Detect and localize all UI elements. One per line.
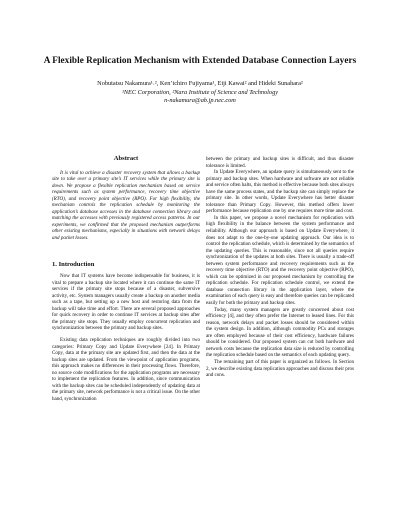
right-paragraph-3: Today, many system managers are greatly concerned about cost efficiency [4], and they often prefer the Internet to leased lines. For this reason, network delays and packet losses should be considered within the system design. In addition, although commodity PCs and storages are often employed because of their cost efficiency, hardware failures should be considered. Our proposed system can cut both hardware and network costs because the replication data size is reduced by controlling the replication schedule based on the semantics of each updating query. (206, 306, 354, 359)
author-block (0, 80, 400, 106)
left-column (52, 156, 200, 403)
right-paragraph-1: In Update Everywhere, an update query is simultaneously sent to the primary and backup sites. When hardware and software are not reliable and service often halts, this method is effective because both sites always have the same process states, and the backup site can simply replace the primary site. In other words, Update Everywhere has better disaster tolerance than Primary Copy. However, this method offers lower performance because replication one by one requires more time and cost. (206, 169, 354, 215)
right-paragraph-2: In this paper, we propose a novel mechanism for replication with high flexibility in the balance between the system performance and reliability. Although our approach is based on Update Everywhere, it does not adapt to the one-by-one updating approach. Our idea is to control the replication schedule, which is determined by the semantics of the updating queries. This is reasonable, since not all queries require synchronization of the updates at both sites. There is usually a trade-off between system performance and recovery requirements such as the recovery time objective (RTO) and the recovery point objective (RPO), which can be optimized in our proposed mechanism by controlling the replication schedule. For replication schedule control, we extend the database connection library in the application layer, where the examination of each query is easy and therefore queries can be replicated easily for both the primary and backup sites. (206, 214, 354, 307)
introduction-heading: 1. Introduction (52, 260, 95, 268)
paper-title: A Flexible Replication Mechanism with Extended Database Connection Layers (43, 55, 357, 65)
intro-paragraph-2: Existing data replication techniques are roughly divided into two categories: Primary Copy and Update Everywhere [24]. In Primary Copy, data at the primary site are updated first, and then the data at the backup sites are updated. From the viewpoint of application programs, this approach makes no differences in their processing flows. Therefore, no source code modifications for the application programs are necessary to implement the replication features. In addition, since communication with the backup sites can be scheduled independently of updating data at the primary site, network performance is not a critical issue. On the other hand, synchronization (52, 337, 200, 402)
intro-paragraph-1: Now that IT systems have become indispensable for business, it is vital to prepare a backup site located where it can continue the same IT services if the primary site stops because of a disaster, subversive activity, etc. System managers usually create a backup on another media such as a tape, but setting up a new host and restoring data from the backup will take time and effort. There are several proposed approaches for quick recovery in order to continue IT services at backup sites after the primary site stops. They usually employ concurrent replication and synchronization between the primary and backup sites. (52, 273, 200, 332)
author-list: Nobutatsu Nakamura¹˒², Ken’ichiro Fujiyama¹, Eiji Kawai² and Hideki Sunahara² (97, 80, 303, 87)
right-paragraph-0: between the primary and backup sites is difficult, and thus disaster tolerance is limited. (206, 156, 354, 169)
affiliations: ¹NEC Corporation, ²Nara Institute of Science and Technology (121, 88, 279, 96)
email-address: n-nakamura@ab.jp.nec.com (164, 97, 236, 104)
right-paragraph-4: The remaining part of this paper is organized as follows. In Section 2, we describe existing data replication approaches and discuss their pros and cons. (206, 358, 354, 379)
right-column (206, 156, 354, 379)
abstract-heading: Abstract (113, 155, 139, 162)
abstract-text: It is vital to achieve a disaster recovery system that allows a backup site to take over a primary site’s IT services while the primary site is down. We propose a flexible replication mechanism based on service requirements such as system performance, recovery time objective (RTO), and recovery point objective (RPO). For high flexibility, the mechanism controls the replication schedule by monitoring the application’s database accesses in the database connection library and matching the accesses with previously registered access patterns. In our experiments, we confirmed that the proposed mechanism outperforms other existing mechanisms, especially in situations with network delays and packet losses. (52, 169, 200, 242)
